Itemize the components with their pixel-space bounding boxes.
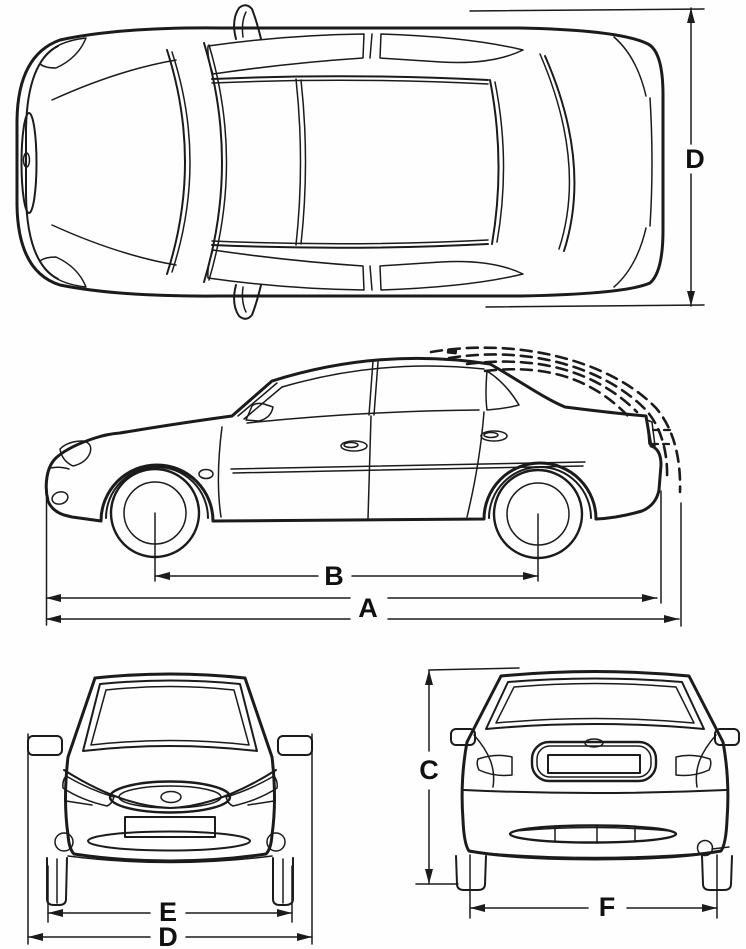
arrow-right-icon bbox=[297, 933, 312, 941]
rear-left-tire bbox=[456, 856, 486, 890]
side-window-sill bbox=[247, 410, 479, 423]
dim-front-track bbox=[48, 866, 292, 927]
top-roof-rail-left bbox=[212, 76, 488, 80]
dim-rear-track bbox=[470, 855, 717, 922]
top-rear-window-rear-edge bbox=[545, 56, 574, 251]
rear-tow-cover-line bbox=[712, 847, 729, 849]
arrow-left-icon bbox=[470, 904, 485, 912]
liftback-dashed-outline bbox=[431, 348, 680, 492]
arrow-down-icon bbox=[687, 291, 695, 306]
arrow-right-icon bbox=[277, 909, 292, 917]
rear-tail-light-left bbox=[477, 755, 512, 775]
side-b-pillar-inner bbox=[374, 362, 378, 415]
arrow-left-icon bbox=[48, 909, 63, 917]
arrow-right-icon bbox=[664, 615, 679, 623]
front-bumper-seam-right bbox=[248, 801, 274, 805]
front-mirror-right bbox=[278, 736, 312, 755]
arrow-up-icon bbox=[425, 670, 433, 685]
top-roof-rail-right-inner bbox=[212, 240, 488, 244]
rear-bumper-seam bbox=[464, 790, 726, 793]
arrow-right-icon bbox=[523, 572, 538, 580]
top-mirror-left-inner bbox=[242, 12, 246, 37]
top-roof-rail-right bbox=[212, 244, 488, 248]
arrow-right-icon bbox=[702, 904, 717, 912]
dimension-label-d-top: D bbox=[685, 144, 705, 174]
front-mirror-left bbox=[28, 736, 62, 755]
front-license-plate bbox=[125, 817, 215, 837]
top-rear-side-window-left bbox=[380, 34, 523, 63]
front-bumper-seam-left bbox=[66, 801, 92, 805]
dimension-label-c: C bbox=[419, 755, 439, 785]
top-b-pillar-left bbox=[370, 34, 372, 58]
top-hood-seam-left bbox=[52, 60, 176, 100]
top-windshield-front-edge-inner bbox=[172, 52, 190, 272]
top-windshield-front-edge bbox=[167, 50, 185, 274]
dashed-roofline-4 bbox=[485, 369, 628, 416]
top-body-outline bbox=[17, 28, 663, 296]
arrow-right-icon bbox=[642, 594, 657, 602]
arrow-left-icon bbox=[46, 615, 61, 623]
dim-overall-length bbox=[46, 491, 681, 626]
rear-body-outline bbox=[462, 672, 728, 860]
side-view bbox=[46, 348, 681, 626]
rear-tail-light-right bbox=[676, 755, 711, 775]
top-roof-rail-left-inner bbox=[212, 80, 488, 84]
top-quarter-panel-left bbox=[614, 37, 646, 96]
rear-quarter-crease-right bbox=[696, 735, 716, 787]
top-headlight-left bbox=[40, 38, 86, 68]
dimension-label-e: E bbox=[158, 897, 178, 927]
dimension-label-d-front: D bbox=[158, 922, 178, 949]
dimension-label-f: F bbox=[598, 892, 616, 922]
top-mirror-right bbox=[234, 285, 261, 319]
dimension-label-b: B bbox=[324, 561, 344, 591]
rear-window-glass bbox=[496, 684, 694, 724]
top-b-pillar-right bbox=[370, 266, 372, 290]
top-quarter-panel-right bbox=[614, 228, 646, 287]
top-front-side-window-left bbox=[208, 34, 364, 74]
front-grille-inner bbox=[119, 786, 221, 808]
dashed-roofline-1 bbox=[431, 348, 680, 492]
arrow-left-icon bbox=[155, 572, 170, 580]
front-windshield-glass bbox=[91, 687, 249, 746]
arrow-left-icon bbox=[28, 933, 43, 941]
front-air-intake bbox=[88, 832, 250, 851]
rear-license-plate bbox=[548, 755, 640, 773]
side-a-pillar-inner bbox=[244, 387, 282, 419]
rear-view bbox=[416, 668, 739, 922]
top-mirror-left bbox=[234, 5, 261, 39]
side-fog-light bbox=[51, 490, 70, 506]
front-brand-badge bbox=[161, 792, 181, 803]
top-trunk-edge-line bbox=[650, 98, 652, 226]
top-front-side-window-right bbox=[208, 250, 364, 290]
dim-tick bbox=[470, 9, 704, 11]
front-view bbox=[28, 674, 312, 949]
arrow-down-icon bbox=[425, 869, 433, 884]
dim-overall-width-top bbox=[470, 8, 705, 307]
front-body-outline bbox=[66, 674, 275, 861]
rear-door-handle-grip bbox=[484, 433, 498, 438]
top-mirror-right-inner bbox=[242, 287, 246, 312]
top-headlight-right bbox=[40, 257, 86, 287]
top-rear-window-rear-edge-inner bbox=[540, 54, 569, 249]
top-roof-seam-inner bbox=[301, 80, 306, 244]
side-bumper-crease bbox=[50, 467, 69, 469]
side-body-outline bbox=[46, 358, 661, 521]
arrow-up-icon bbox=[687, 8, 695, 23]
dimension-label-a: A bbox=[358, 593, 378, 623]
top-view bbox=[17, 5, 705, 319]
top-rear-window-front-edge bbox=[490, 80, 499, 244]
middle-door-cut bbox=[368, 416, 371, 519]
top-hood-seam-right bbox=[52, 225, 176, 265]
dim-wheelbase bbox=[155, 513, 538, 591]
top-rear-side-window-right bbox=[380, 262, 523, 291]
dashed-roofline-2 bbox=[449, 354, 667, 479]
side-repeater-lamp bbox=[199, 470, 213, 479]
dim-tick bbox=[486, 305, 704, 307]
arrow-left-icon bbox=[46, 594, 61, 602]
front-door-handle-grip bbox=[344, 443, 358, 448]
front-door-cut bbox=[218, 427, 222, 517]
top-front-bumper-line bbox=[26, 46, 58, 279]
dim-tick bbox=[429, 668, 519, 670]
rear-plate-recess bbox=[532, 742, 656, 781]
top-roof-seam bbox=[296, 79, 301, 245]
